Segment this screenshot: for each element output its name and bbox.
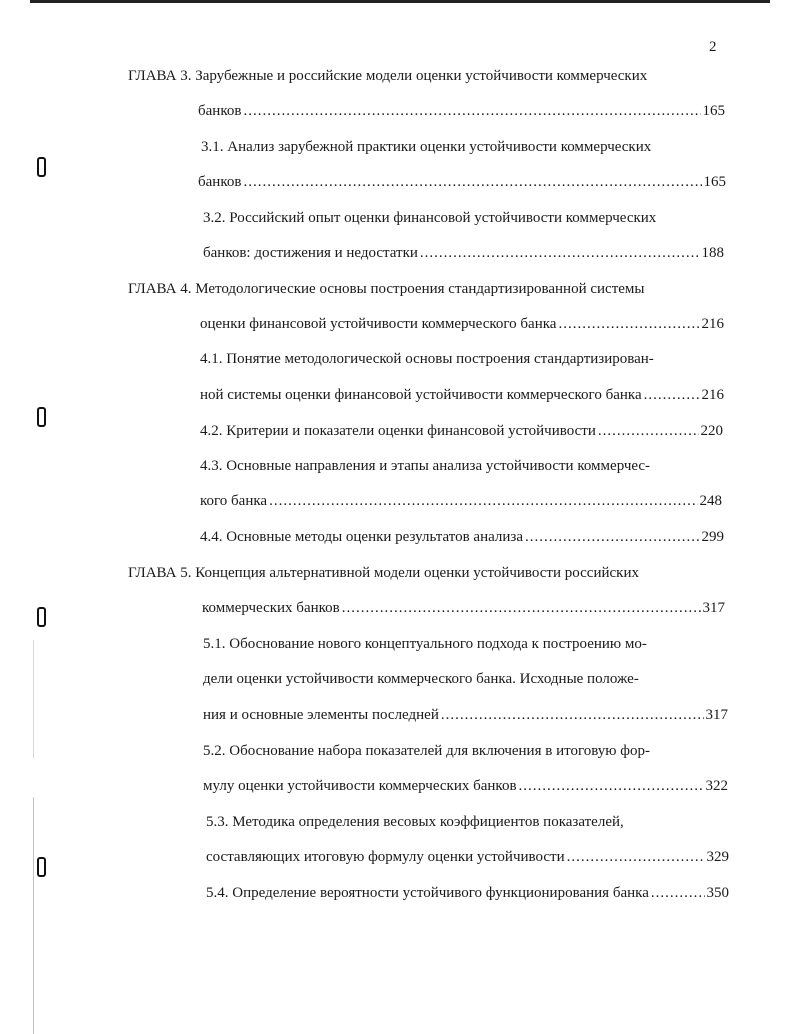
toc-page-number: 299 — [701, 529, 724, 545]
toc-entry-text: коммерческих банков — [202, 600, 340, 616]
binder-hole-1 — [37, 157, 46, 177]
toc-entry-5-4[interactable] — [206, 883, 729, 903]
chapter-4-title: ГЛАВА 4. Методологические основы построения стандартизированной системы — [128, 281, 645, 297]
toc-page-number: 216 — [701, 387, 724, 403]
toc-entry-text: банков — [198, 174, 242, 190]
leader-dots — [519, 776, 704, 796]
leader-dots — [420, 243, 700, 263]
toc-entry-chapter-5[interactable] — [202, 598, 725, 618]
binder-hole-4 — [37, 857, 46, 877]
toc-entry-3-1[interactable] — [198, 172, 726, 192]
toc-entry-chapter-4[interactable] — [200, 314, 724, 334]
toc-page-number: 322 — [705, 778, 728, 794]
page-number: 2 — [709, 39, 717, 55]
toc-entry-text: банков — [198, 103, 242, 119]
leader-dots — [598, 421, 699, 441]
toc-entry-5-3[interactable] — [206, 847, 729, 867]
toc-entry-3-2[interactable] — [203, 243, 724, 263]
section-5-1-title: 5.1. Обоснование нового концептуального подхода к построению мо- — [203, 636, 647, 652]
section-4-1-title: 4.1. Понятие методологической основы построения стандартизирован- — [200, 351, 654, 367]
leader-dots — [567, 847, 705, 867]
toc-entry-4-3[interactable] — [200, 491, 722, 511]
toc-page-number: 317 — [702, 600, 725, 616]
toc-entry-text: ной системы оценки финансовой устойчивости коммерческого банка — [200, 387, 642, 403]
section-3-1-title: 3.1. Анализ зарубежной практики оценки устойчивости коммерческих — [201, 139, 652, 155]
binder-hole-2 — [37, 407, 46, 427]
leader-dots — [243, 101, 700, 121]
toc-entry-text: ния и основные элементы последней — [203, 707, 439, 723]
toc-entry-text: банков: достижения и недостатки — [203, 245, 418, 261]
leader-dots — [644, 385, 700, 405]
toc-page-number: 350 — [706, 885, 729, 901]
section-5-3-title: 5.3. Методика определения весовых коэффициентов показателей, — [206, 814, 624, 830]
leader-dots — [342, 598, 701, 618]
leader-dots — [441, 705, 704, 725]
leader-dots — [651, 883, 705, 903]
toc-page-number: 317 — [705, 707, 728, 723]
toc-page-number: 165 — [703, 174, 726, 190]
toc-page-number: 216 — [701, 316, 724, 332]
toc-page-number: 220 — [700, 423, 723, 439]
toc-entry-text: составляющих итоговую формулу оценки устойчивости — [206, 849, 565, 865]
section-3-2-title: 3.2. Российский опыт оценки финансовой устойчивости коммерческих — [203, 210, 657, 226]
toc-entry-5-1[interactable] — [203, 705, 728, 725]
toc-page-number: 188 — [701, 245, 724, 261]
chapter-5-title: ГЛАВА 5. Концепция альтернативной модели оценки устойчивости российских — [128, 565, 639, 581]
leader-dots — [525, 527, 700, 547]
toc-page-number: 329 — [706, 849, 729, 865]
toc-page-number: 165 — [702, 103, 725, 119]
toc-entry-4-4[interactable] — [200, 527, 724, 547]
top-rule — [30, 0, 770, 3]
toc-entry-text: 4.4. Основные методы оценки результатов анализа — [200, 529, 523, 545]
toc-entry-text: мулу оценки устойчивости коммерческих банков — [203, 778, 517, 794]
toc-entry-text: 5.4. Определение вероятности устойчивого функционирования банка — [206, 885, 649, 901]
leader-dots — [269, 491, 697, 511]
toc-entry-4-2[interactable] — [200, 421, 723, 441]
toc-entry-4-1[interactable] — [200, 385, 724, 405]
chapter-3-title: ГЛАВА 3. Зарубежные и российские модели оценки устойчивости коммерческих — [128, 68, 648, 84]
leader-dots — [243, 172, 701, 192]
toc-entry-text: оценки финансовой устойчивости коммерческого банка — [200, 316, 557, 332]
toc-entry-text: кого банка — [200, 493, 268, 509]
leader-dots — [558, 314, 699, 334]
binder-hole-3 — [37, 607, 46, 627]
toc-entry-5-2[interactable] — [203, 776, 728, 796]
section-5-2-title: 5.2. Обоснование набора показателей для включения в итоговую фор- — [203, 743, 650, 759]
page-edge-shadow — [33, 640, 34, 1034]
toc-entry-text: 4.2. Критерии и показатели оценки финансовой устойчивости — [200, 423, 596, 439]
toc-entry-chapter-3[interactable] — [198, 101, 725, 121]
section-4-3-title: 4.3. Основные направления и этапы анализа устойчивости коммерчес- — [200, 458, 651, 474]
section-5-1-title-cont: дели оценки устойчивости коммерческого банка. Исходные положе- — [203, 671, 639, 687]
toc-page-number: 248 — [699, 493, 722, 509]
